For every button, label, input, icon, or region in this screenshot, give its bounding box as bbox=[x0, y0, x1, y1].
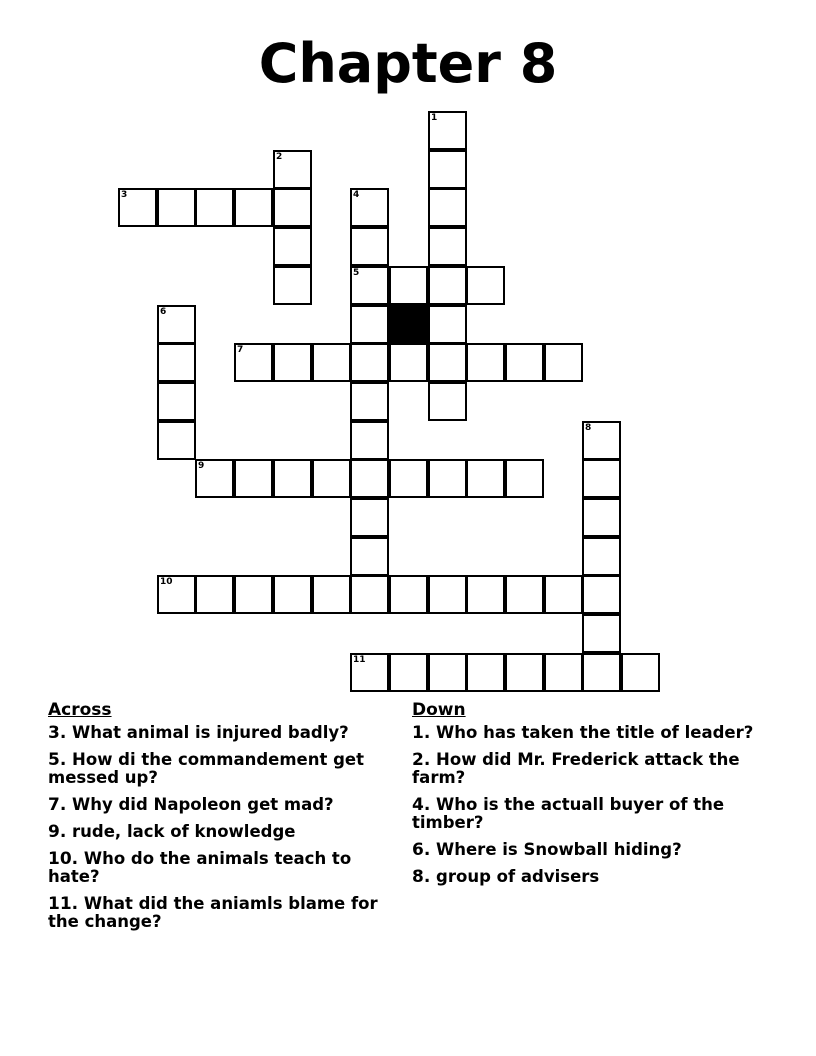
grid-cell[interactable] bbox=[157, 575, 196, 614]
grid-cell[interactable] bbox=[505, 653, 544, 692]
grid-cell[interactable] bbox=[350, 575, 389, 614]
grid-cell[interactable] bbox=[234, 188, 273, 227]
down-clue-8 bbox=[412, 868, 757, 886]
clue-number-label: 7 bbox=[237, 345, 244, 355]
clue-number: 1. bbox=[412, 723, 431, 743]
clue-number: 10. bbox=[48, 849, 79, 869]
down-clue-1 bbox=[412, 724, 757, 742]
grid-cell[interactable] bbox=[544, 653, 583, 692]
across-clue-9 bbox=[48, 823, 393, 841]
grid-cell[interactable] bbox=[234, 343, 273, 382]
clue-number-label: 1 bbox=[431, 113, 438, 123]
grid-cell[interactable] bbox=[312, 343, 351, 382]
grid-cell[interactable] bbox=[389, 575, 428, 614]
grid-cell[interactable] bbox=[389, 459, 428, 498]
clue-text: Who has taken the title of leader? bbox=[436, 723, 754, 742]
clue-number-label: 4 bbox=[353, 190, 360, 200]
grid-cell[interactable] bbox=[273, 227, 312, 266]
grid-cell[interactable] bbox=[350, 188, 389, 227]
clue-number: 2. bbox=[412, 750, 431, 770]
grid-cell[interactable] bbox=[582, 575, 621, 614]
grid-cell[interactable] bbox=[389, 653, 428, 692]
grid-cell[interactable] bbox=[428, 150, 467, 189]
clue-number: 9. bbox=[48, 822, 67, 842]
grid-cell[interactable] bbox=[350, 653, 389, 692]
grid-cell[interactable] bbox=[428, 459, 467, 498]
clue-number-label: 3 bbox=[121, 190, 128, 200]
grid-cell[interactable] bbox=[466, 575, 505, 614]
grid-cell[interactable] bbox=[273, 343, 312, 382]
across-clue-10 bbox=[48, 850, 393, 886]
clue-text: Why did Napoleon get mad? bbox=[72, 795, 334, 814]
grid-cell[interactable] bbox=[312, 575, 351, 614]
across-clue-5 bbox=[48, 751, 393, 787]
grid-cell[interactable] bbox=[234, 575, 273, 614]
grid-cell[interactable] bbox=[195, 188, 234, 227]
clue-number-label: 8 bbox=[585, 423, 592, 433]
clue-text: group of advisers bbox=[436, 867, 600, 886]
grid-cell[interactable] bbox=[544, 343, 583, 382]
grid-cell[interactable] bbox=[350, 343, 389, 382]
grid-cell[interactable] bbox=[234, 459, 273, 498]
grid-cell[interactable] bbox=[621, 653, 660, 692]
clue-number: 6. bbox=[412, 840, 431, 860]
grid-cell[interactable] bbox=[195, 575, 234, 614]
grid-cell[interactable] bbox=[350, 305, 389, 344]
grid-cell[interactable] bbox=[428, 343, 467, 382]
down-heading: Down bbox=[412, 700, 466, 720]
grid-cell[interactable] bbox=[582, 459, 621, 498]
clue-text: How di the commandement get messed up? bbox=[48, 750, 364, 787]
grid-cell[interactable] bbox=[312, 459, 351, 498]
grid-cell[interactable] bbox=[466, 459, 505, 498]
clue-text: What did the aniamls blame for the change? bbox=[48, 894, 378, 931]
grid-cell[interactable] bbox=[157, 382, 196, 421]
grid-cell[interactable] bbox=[428, 227, 467, 266]
grid-cell[interactable] bbox=[582, 653, 621, 692]
down-clue-4 bbox=[412, 796, 757, 832]
down-clue-6 bbox=[412, 841, 757, 859]
grid-cell[interactable] bbox=[582, 421, 621, 460]
clue-number: 7. bbox=[48, 795, 67, 815]
grid-cell[interactable] bbox=[350, 537, 389, 576]
clue-text: rude, lack of knowledge bbox=[72, 822, 296, 841]
across-heading: Across bbox=[48, 700, 112, 720]
grid-cell[interactable] bbox=[273, 150, 312, 189]
down-clue-2 bbox=[412, 751, 757, 787]
grid-cell[interactable] bbox=[157, 305, 196, 344]
clue-number: 5. bbox=[48, 750, 67, 770]
grid-cell[interactable] bbox=[428, 111, 467, 150]
clue-number: 8. bbox=[412, 867, 431, 887]
clue-text: Who do the animals teach to hate? bbox=[48, 849, 352, 886]
puzzle-title: Chapter 8 bbox=[258, 32, 558, 95]
grid-cell[interactable] bbox=[428, 575, 467, 614]
grid-cell[interactable] bbox=[582, 614, 621, 653]
grid-cell[interactable] bbox=[350, 227, 389, 266]
grid-cell[interactable] bbox=[428, 382, 467, 421]
across-clue-3 bbox=[48, 724, 393, 742]
grid-cell[interactable] bbox=[350, 266, 389, 305]
grid-cell[interactable] bbox=[195, 459, 234, 498]
grid-cell[interactable] bbox=[428, 266, 467, 305]
grid-cell[interactable] bbox=[582, 537, 621, 576]
grid-cell[interactable] bbox=[273, 575, 312, 614]
grid-cell[interactable] bbox=[544, 575, 583, 614]
grid-cell[interactable] bbox=[582, 498, 621, 537]
grid-cell[interactable] bbox=[505, 343, 544, 382]
across-clue-11 bbox=[48, 895, 393, 931]
black-cell bbox=[389, 305, 428, 344]
grid-cell[interactable] bbox=[350, 382, 389, 421]
clue-number-label: 10 bbox=[160, 577, 173, 587]
down-clues bbox=[412, 700, 757, 895]
grid-cell[interactable] bbox=[350, 498, 389, 537]
grid-cell[interactable] bbox=[157, 421, 196, 460]
clue-number-label: 2 bbox=[276, 152, 283, 162]
grid-cell[interactable] bbox=[466, 343, 505, 382]
grid-cell[interactable] bbox=[428, 188, 467, 227]
grid-cell[interactable] bbox=[466, 266, 505, 305]
grid-cell[interactable] bbox=[157, 188, 196, 227]
grid-cell[interactable] bbox=[350, 421, 389, 460]
grid-cell[interactable] bbox=[466, 653, 505, 692]
clue-text: How did Mr. Frederick attack the farm? bbox=[412, 750, 740, 787]
clue-number: 4. bbox=[412, 795, 431, 815]
across-clue-7 bbox=[48, 796, 393, 814]
clue-text: What animal is injured badly? bbox=[72, 723, 349, 742]
grid-cell[interactable] bbox=[505, 575, 544, 614]
clue-text: Who is the actuall buyer of the timber? bbox=[412, 795, 725, 832]
grid-cell[interactable] bbox=[273, 188, 312, 227]
grid-cell[interactable] bbox=[273, 266, 312, 305]
grid-cell[interactable] bbox=[428, 305, 467, 344]
across-clues bbox=[48, 700, 393, 940]
grid-cell[interactable] bbox=[157, 343, 196, 382]
grid-cell[interactable] bbox=[389, 266, 428, 305]
clue-number-label: 11 bbox=[353, 655, 366, 665]
grid-cell[interactable] bbox=[350, 459, 389, 498]
grid-cell[interactable] bbox=[505, 459, 544, 498]
clue-number: 3. bbox=[48, 723, 67, 743]
clue-number: 11. bbox=[48, 894, 79, 914]
clue-number-label: 9 bbox=[198, 461, 205, 471]
clue-text: Where is Snowball hiding? bbox=[436, 840, 682, 859]
clue-number-label: 5 bbox=[353, 268, 360, 278]
clue-number-label: 6 bbox=[160, 307, 167, 317]
grid-cell[interactable] bbox=[428, 653, 467, 692]
grid-cell[interactable] bbox=[118, 188, 157, 227]
grid-cell[interactable] bbox=[389, 343, 428, 382]
grid-cell[interactable] bbox=[273, 459, 312, 498]
